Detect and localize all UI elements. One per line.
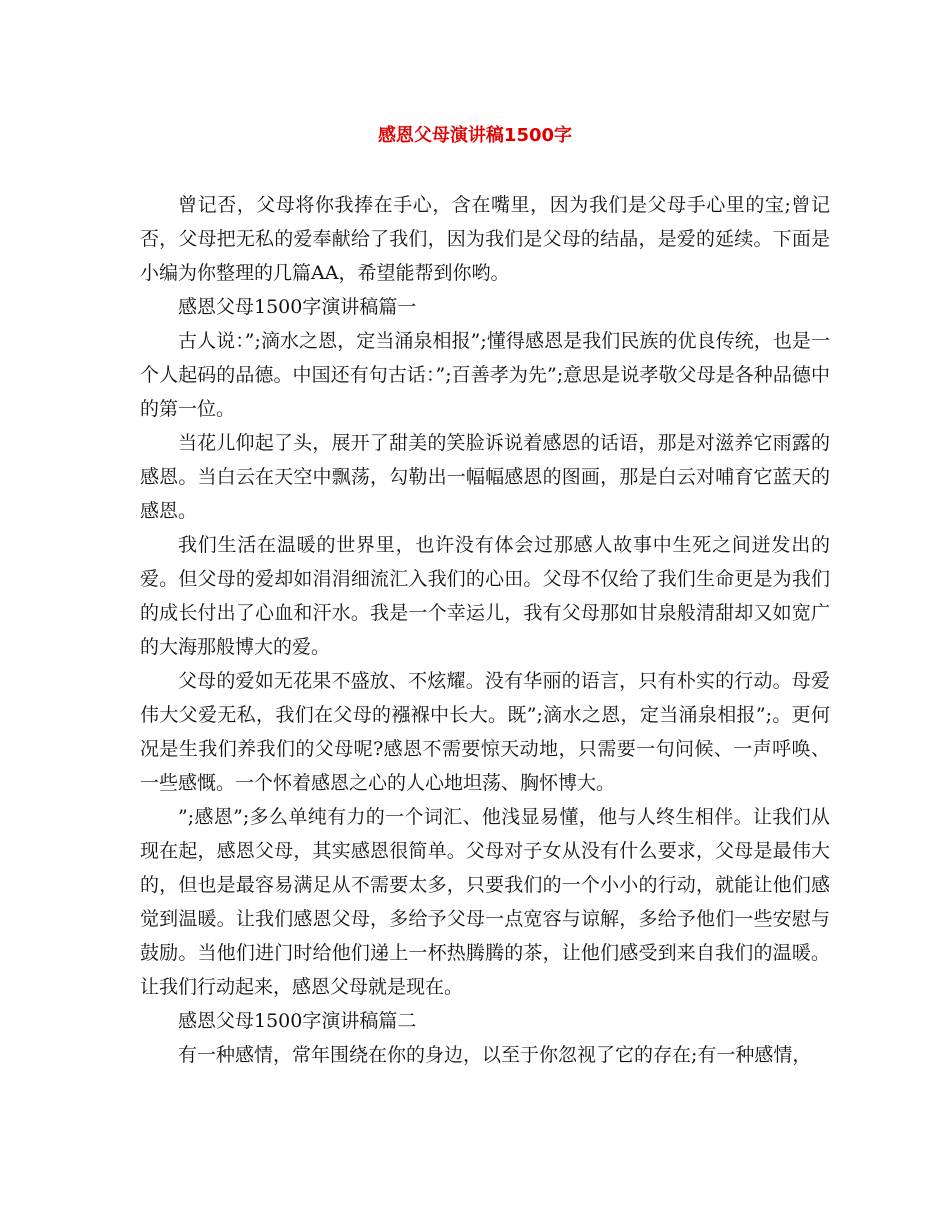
body-paragraph: 当花儿仰起了头，展开了甜美的笑脸诉说着感恩的话语，那是对滋养它雨露的感恩。当白云在天空中飘荡，勾勒出一幅幅感恩的图画，那是白云对哺育它蓝天的感恩。	[140, 432, 830, 522]
document-title: 感恩父母演讲稿1500字	[377, 125, 573, 146]
body-paragraph: ”;感恩”;多么单纯有力的一个词汇、他浅显易懂，他与人终生相伴。让我们从现在起，感恩父母，其实感恩很简单。父母对子女从没有什么要求，父母是最伟大的，但也是最容易满足从不需要太多，只要我们的一个小小的行动，就能让他们感觉到温暖。让我们感恩父母，多给予父母一点宽容与谅解，多给予他们一些安慰与鼓励。当他们进门时给他们递上一杯热腾腾的茶，让他们感受到来自我们的温暖。让我们行动起来，感恩父母就是现在。	[140, 806, 830, 998]
body-paragraph: 父母的爱如无花果不盛放、不炫耀。没有华丽的语言，只有朴实的行动。母爱伟大父爱无私，我们在父母的襁褓中长大。既”;滴水之恩，定当涌泉相报”;。更何况是生我们养我们的父母呢?感恩不需要惊天动地，只需要一句问候、一声呼唤、一些感慨。一个怀着感恩之心的人心地坦荡、胸怀博大。	[140, 670, 830, 794]
body-paragraph: 古人说：”;滴水之恩，定当涌泉相报”;懂得感恩是我们民族的优良传统，也是一个人起码的品德。中国还有句古话：”;百善孝为先”;意思是说孝敬父母是各种品德中的第一位。	[140, 330, 830, 420]
section-heading: 感恩父母1500字演讲稿篇二	[178, 1010, 417, 1032]
document-body	[140, 188, 830, 1072]
section-heading: 感恩父母1500字演讲稿篇一	[178, 296, 417, 318]
body-paragraph: 有一种感情，常年围绕在你的身边，以至于你忽视了它的存在;有一种感情，	[178, 1044, 812, 1066]
intro-paragraph: 曾记否，父母将你我捧在手心，含在嘴里，因为我们是父母手心里的宝;曾记否，父母把无私的爱奉献给了我们，因为我们是父母的结晶，是爱的延续。下面是小编为你整理的几篇AA，希望能帮到你哟。	[140, 194, 830, 284]
body-paragraph: 我们生活在温暖的世界里，也许没有体会过那感人故事中生死之间迸发出的爱。但父母的爱却如涓涓细流汇入我们的心田。父母不仅给了我们生命更是为我们的成长付出了心血和汗水。我是一个幸运儿，我有父母那如甘泉般清甜却又如宽广的大海那般博大的爱。	[140, 534, 830, 658]
